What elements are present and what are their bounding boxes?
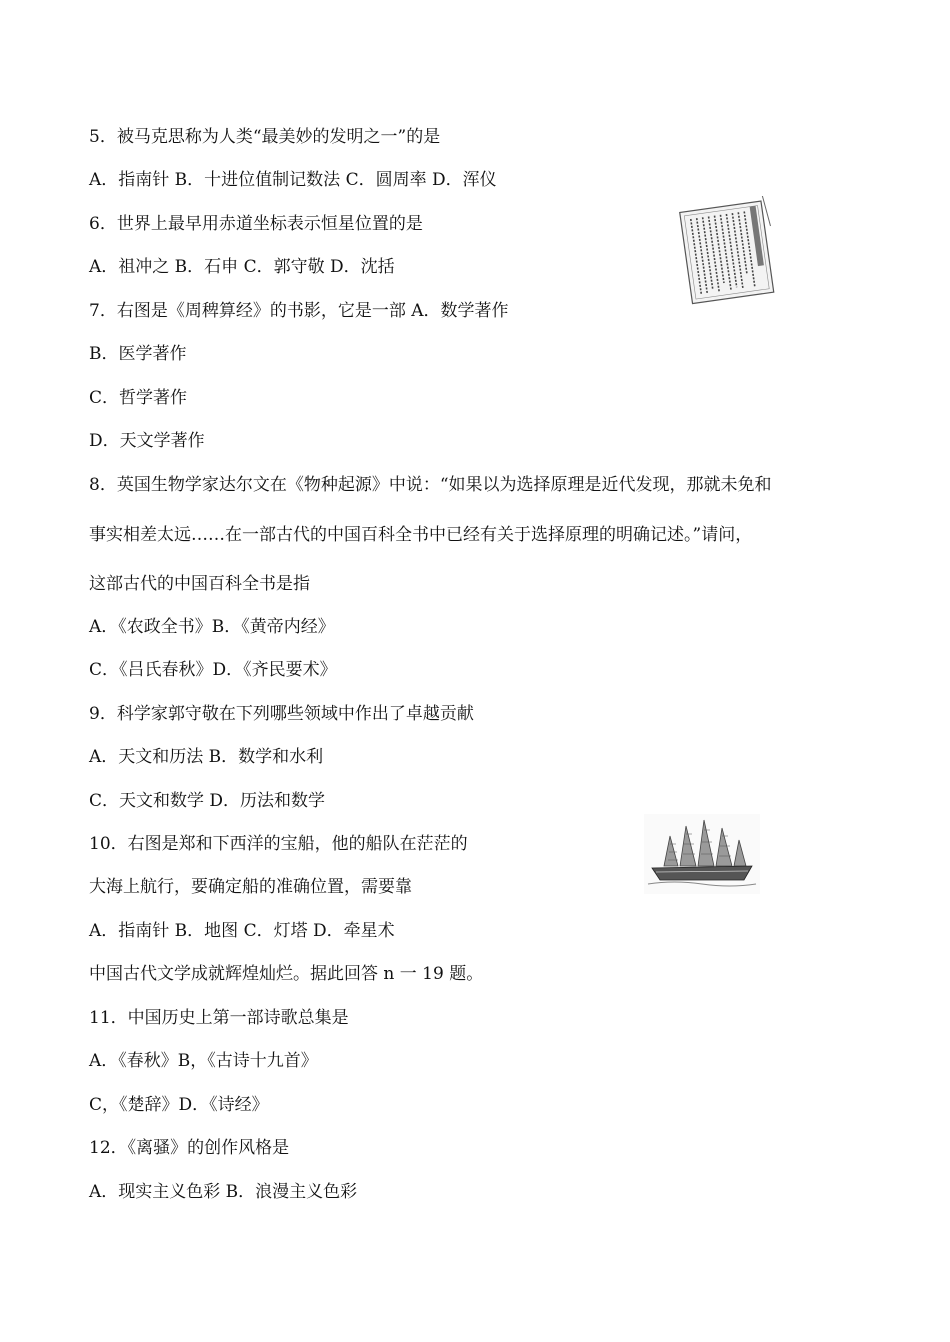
treasure-ship-icon xyxy=(644,814,760,894)
question-10-stem-line-2: 大海上航行，要确定船的准确位置，需要靠 xyxy=(89,877,412,897)
question-8-stem-line-3: 这部古代的中国百科全书是指 xyxy=(89,574,310,594)
question-11-options-cd: C，《楚辞》D．《诗经》 xyxy=(89,1095,269,1115)
question-8-stem-line-2: 事实相差太远……在一部古代的中国百科全书中已经有关于选择原理的明确记述。”请问， xyxy=(89,525,753,545)
question-9-options-ab: A．天文和历法 B．数学和水利 xyxy=(89,747,324,767)
question-8-stem-line-1: 8．英国生物学家达尔文在《物种起源》中说：“如果以为选择原理是近代发现，那就未免和 xyxy=(89,475,772,495)
question-7-option-d: D．天文学著作 xyxy=(89,431,205,451)
question-12-options-ab: A．现实主义色彩 B．浪漫主义色彩 xyxy=(89,1182,358,1202)
question-9-options-cd: C．天文和数学 D．历法和数学 xyxy=(89,791,326,811)
question-10-options: A．指南针 B．地图 C．灯塔 D．牵星术 xyxy=(89,921,395,941)
question-8-options-cd: C．《吕氏春秋》D．《齐民要术》 xyxy=(89,660,337,680)
treasure-ship-image xyxy=(644,814,760,894)
question-12-stem: 12．《离骚》的创作风格是 xyxy=(89,1138,290,1158)
book-page-image xyxy=(672,196,786,312)
question-11-stem: 11．中国历史上第一部诗歌总集是 xyxy=(89,1008,349,1028)
question-5-stem: 5．被马克思称为人类“最美妙的发明之一”的是 xyxy=(89,127,441,147)
question-10-stem-line-1: 10．右图是郑和下西洋的宝船，他的船队在茫茫的 xyxy=(89,834,468,854)
book-page-icon xyxy=(672,196,786,312)
question-7-option-c: C．哲学著作 xyxy=(89,388,188,408)
question-6-options: A．祖冲之 B．石申 C．郭守敬 D．沈括 xyxy=(89,257,395,277)
question-8-options-ab: A．《农政全书》B．《黄帝内经》 xyxy=(89,617,335,637)
question-7-option-b: B．医学著作 xyxy=(89,344,187,364)
question-5-options: A．指南针 B．十进位值制记数法 C．圆周率 D．浑仪 xyxy=(89,170,497,190)
question-9-stem: 9．科学家郭守敬在下列哪些领域中作出了卓越贡献 xyxy=(89,704,474,724)
question-7-stem: 7．右图是《周稗算经》的书影，它是一部 A．数学著作 xyxy=(89,301,509,321)
question-11-options-ab: A．《春秋》B，《古诗十九首》 xyxy=(89,1051,318,1071)
section-intro: 中国古代文学成就辉煌灿烂。据此回答 n 一 19 题。 xyxy=(89,964,484,984)
question-6-stem: 6．世界上最早用赤道坐标表示恒星位置的是 xyxy=(89,214,423,234)
